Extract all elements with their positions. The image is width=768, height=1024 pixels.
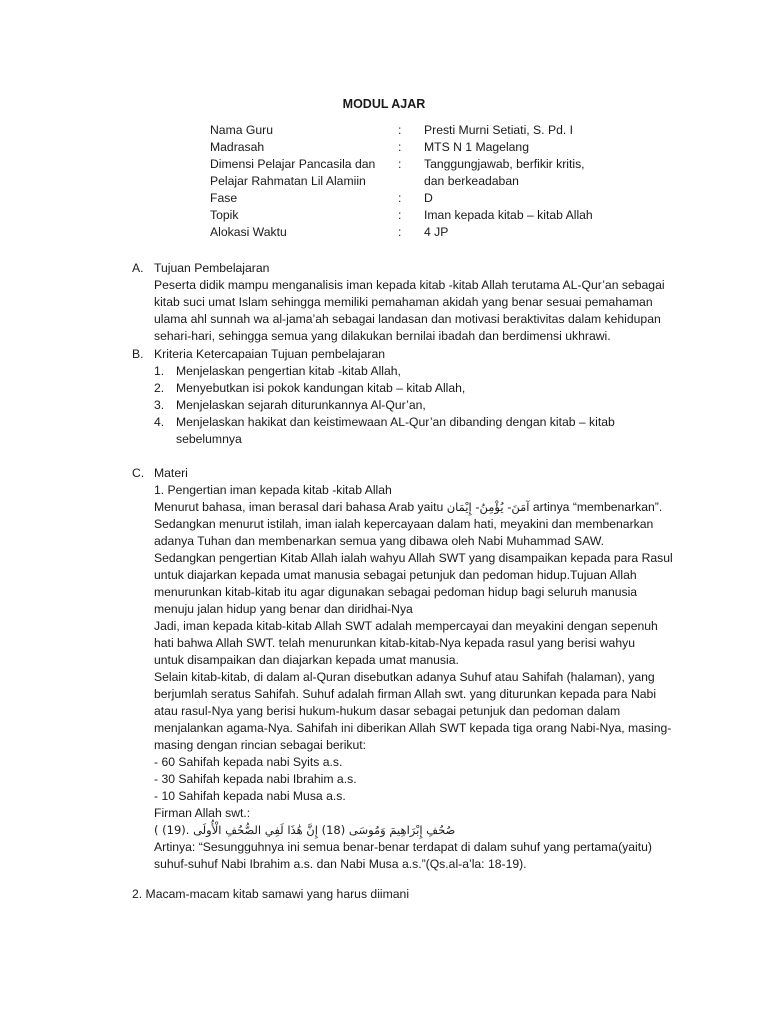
paragraph-line: untuk disampaikan dan diajarkan kepada umat manusia. [154, 653, 459, 667]
paragraph-line: Sedangkan menurut istilah, iman ialah kepercayaan dalam hati, meyakini dan membenarkan [154, 517, 654, 531]
info-label: Nama Guru [210, 123, 273, 137]
list-text-line: Menjelaskan hakikat dan keistimewaan AL-Qur’an dibanding dengan kitab – kitab [176, 415, 615, 429]
paragraph-line: Sedangkan pengertian Kitab Allah ialah wahyu Allah SWT yang disampaikan kepada para Rasul [154, 551, 673, 565]
paragraph-line: adanya Tuhan dan membenarkan semua yang dibawa oleh Nabi Muhammad SAW. [154, 534, 605, 548]
paragraph-line: berjumlah seratus Sahifah. Suhuf adalah firman Allah swt. yang diturunkan kepada para Nabi [154, 687, 657, 701]
paragraph-line: menuju jalan hidup yang benar dan diridhai-Nya [154, 602, 413, 616]
info-label: Madrasah [210, 140, 265, 154]
page-title: MODUL AJAR [342, 97, 426, 111]
section-2-heading: 2. Macam-macam kitab samawi yang harus diimani [132, 887, 410, 901]
info-colon: : [398, 140, 402, 154]
paragraph-line: - 30 Sahifah kepada nabi Ibrahim a.s. [154, 772, 357, 786]
section-learning-objectives [132, 260, 692, 345]
paragraph-line: Artinya: “Sesungguhnya ini semua benar-benar terdapat di dalam suhuf yang pertama(yaitu) [154, 840, 652, 854]
section-achievement-criteria [132, 346, 692, 448]
info-label: Fase [210, 191, 238, 205]
info-row-teacher [210, 122, 630, 139]
info-row-dimension [210, 156, 630, 173]
paragraph-line: menurunkan kitab-kitab itu agar digunakan sebagai pedoman hidup bagi seluruh manusia [154, 585, 638, 599]
criteria-list [154, 363, 692, 448]
text-span: Menurut bahasa, iman berasal dari bahasa Arab yaitu [154, 500, 447, 514]
section-letter: A. [132, 261, 144, 275]
quran-verse: ( (19). صُحُفِ إِبْرَاهِيمَ وَمُوسَى (18) إِنَّ هَٰذَا لَفِي الصُّحُفِ الْأُولَى [154, 823, 456, 837]
list-text: Menyebutkan isi pokok kandungan kitab – kitab Allah, [176, 381, 466, 395]
info-row-school [210, 139, 630, 156]
info-colon [398, 173, 424, 190]
paragraph-line: - 60 Sahifah kepada nabi Syits a.s. [154, 755, 343, 769]
info-value: dan berkeadaban [424, 174, 519, 188]
objective-paragraph [154, 277, 692, 345]
info-value: MTS N 1 Magelang [424, 140, 529, 154]
paragraph-line: suhuf-suhuf Nabi Ibrahim a.s. dan Nabi Musa a.s.”(Qs.al-a’la: 18-19). [154, 857, 527, 871]
info-colon: : [398, 225, 402, 239]
arabic-word: آمَنَ- يُؤْمِنُ- إِيْمَان [446, 500, 530, 514]
section-heading [132, 346, 692, 363]
paragraph-line: hati bahwa Allah SWT. telah menurunkan kitab-kitab-Nya kepada rasul yang berisi wahyu [154, 636, 635, 650]
list-number: 4. [154, 415, 165, 429]
info-colon: : [398, 208, 402, 222]
list-text: Menjelaskan pengertian kitab -kitab Allah, [176, 364, 401, 378]
section-title: Tujuan Pembelajaran [154, 261, 270, 275]
material-body [154, 482, 692, 873]
info-value: 4 JP [424, 225, 449, 239]
list-number: 3. [154, 398, 165, 412]
paragraph-line: Selain kitab-kitab, di dalam al-Quran disebutkan adanya Suhuf atau Sahifah (halaman), yang [154, 670, 655, 684]
info-row-phase [210, 190, 630, 207]
info-value: Presti Murni Setiati, S. Pd. I [424, 123, 574, 137]
info-row-topic [210, 207, 630, 224]
info-label: Pelajar Rahmatan Lil Alamiin [210, 174, 366, 188]
list-text: Menjelaskan sejarah diturunkannya Al-Qur’an, [176, 398, 426, 412]
text-span: artinya “membenarkan”. [529, 500, 663, 514]
paragraph-line: Jadi, iman kepada kitab-kitab Allah SWT adalah mempercayai dan meyakini dengan sepenuh [154, 619, 658, 633]
list-number: 1. [154, 364, 165, 378]
section-title: Materi [154, 466, 188, 480]
list-number: 2. [154, 381, 165, 395]
list-item [154, 397, 692, 414]
list-item [154, 363, 692, 380]
paragraph-line [154, 499, 692, 516]
paragraph-line: Firman Allah swt.: [154, 806, 251, 820]
list-text [176, 414, 692, 448]
paragraph-line: menjalankan agama-Nya. Sahifah ini diberikan Allah SWT kepada tiga orang Nabi-Nya, masing- [154, 721, 672, 735]
info-value: Iman kepada kitab – kitab Allah [424, 208, 593, 222]
list-item [154, 380, 692, 397]
paragraph-line: ulama ahl sunnah wa al-jama’ah sebagai landasan dan motivasi beraktivitas dalam kehidupan [154, 312, 661, 326]
module-info-table [210, 122, 630, 241]
info-row-time [210, 224, 630, 241]
paragraph-line: masing dengan rincian sebagai berikut: [154, 738, 367, 752]
info-value: D [424, 191, 433, 205]
info-value: Tanggungjawab, berfikir kritis, [424, 157, 585, 171]
info-colon: : [398, 157, 402, 171]
list-text-line: sebelumnya [176, 432, 242, 446]
info-label: Alokasi Waktu [210, 225, 287, 239]
info-colon: : [398, 123, 402, 137]
section-heading [132, 465, 692, 482]
paragraph-line: Peserta didik mampu menganalisis iman kepada kitab -kitab Allah terutama AL-Qur’an sebagai [154, 278, 665, 292]
section-title: Kriteria Ketercapaian Tujuan pembelajaran [154, 347, 386, 361]
paragraph-line: sehari-hari, sehingga semua yang dilakukan bernilai ibadah dan berdimensi ukhrawi. [154, 329, 611, 343]
info-label: Topik [210, 208, 239, 222]
info-row-dimension-cont [210, 173, 630, 190]
info-colon: : [398, 191, 402, 205]
paragraph-line: atau rasul-Nya yang berisi hukum-hukum dasar sebagai petunjuk dan pedoman dalam [154, 704, 621, 718]
section-letter: B. [132, 347, 144, 361]
section-heading [132, 260, 692, 277]
list-item [154, 414, 692, 448]
subsection-title: 1. Pengertian iman kepada kitab -kitab Allah [154, 483, 392, 497]
material-lines [154, 516, 692, 822]
section-letter: C. [132, 466, 145, 480]
paragraph-line: - 10 Sahifah kepada nabi Musa a.s. [154, 789, 346, 803]
paragraph-line: kitab suci umat Islam sehingga memiliki pemahaman akidah yang benar sesuai pemahaman [154, 295, 653, 309]
paragraph-line: untuk diajarkan kepada umat manusia sebagai petunjuk dan pedoman hidup.Tujuan Allah [154, 568, 637, 582]
section-material [132, 465, 692, 873]
info-label: Dimensi Pelajar Pancasila dan [210, 157, 376, 171]
